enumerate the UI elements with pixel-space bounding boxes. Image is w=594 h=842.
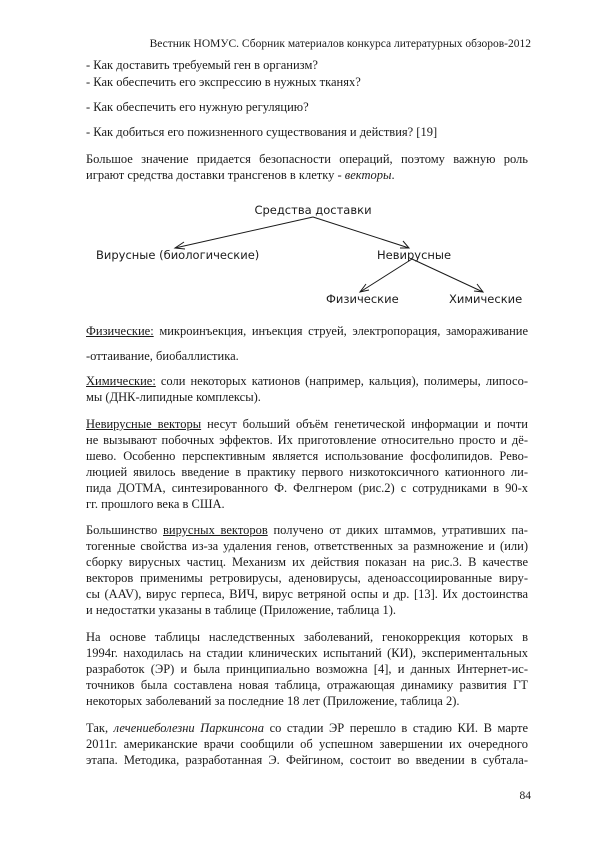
viral-paragraph-line: и недостатки указаны в таблице (Приложение, таблица 1). xyxy=(86,603,396,617)
vectors-text: играют средства доставки трансгенов в клетку - xyxy=(86,168,345,182)
nonviral-term: Невирусные векторы xyxy=(86,417,202,431)
question-2: - Как обеспечить его экспрессию в нужных тканях? xyxy=(86,75,361,89)
parkinson-paragraph-line xyxy=(86,720,528,736)
table-paragraph-line: На основе таблицы наследственных заболеваний, генокоррекция которых в xyxy=(86,630,528,644)
table-paragraph-line: 1994г. находилась на стадии клинических испытаний (КИ), экспериментальных xyxy=(86,646,528,660)
page-number: 84 xyxy=(519,790,531,802)
vectors-paragraph-line xyxy=(86,167,528,183)
viral-paragraph-line xyxy=(86,522,528,538)
parkinson-text: со стадии ЭР перешло в стадию КИ. В марте xyxy=(264,721,528,735)
viral-paragraph-line: векторов применимы ретровирусы, аденовирусы, аденоассоциированные виру- xyxy=(86,571,528,585)
nonviral-paragraph-line: люцией явилось введение в практику первого низкотоксичного катионного ли- xyxy=(86,465,528,479)
parkinson-text: Так, xyxy=(86,721,114,735)
nonviral-paragraph-line: шево. Особенно перспективным является использование фосфолипидов. Рево- xyxy=(86,449,528,463)
physical-methods-line: -оттаивание, биобаллистика. xyxy=(86,349,239,363)
nonviral-paragraph-line: пида ДОТМА, синтезированного Ф. Фелгнером (рис.2) с сотрудниками в 90-х xyxy=(86,481,528,495)
diagram-arrows xyxy=(175,217,483,292)
arrow-nonviral-to-chemical xyxy=(412,259,483,292)
viral-term: вирусных векторов xyxy=(163,523,268,537)
viral-paragraph-line: сы (AAV), вирус герпеса, ВИЧ, вирус ветряной оспы и др. [13]. Их достоинства xyxy=(86,587,528,601)
diagram-physical-label: Физические xyxy=(326,292,399,306)
viral-text: получено от диких штаммов, утративших па- xyxy=(267,523,528,537)
nonviral-paragraph-line: гг. прошлого века в США. xyxy=(86,497,225,511)
viral-paragraph-line: тогенные свойства из-за удаления генов, ответственных за размножение и (или) xyxy=(86,539,528,553)
diagram-nonviral-label: Невирусные xyxy=(377,248,452,262)
physical-text: микроинъекция, инъекция струей, электропорация, замораживание xyxy=(153,324,528,338)
diagram-viral-label: Вирусные (биологические) xyxy=(96,248,260,262)
physical-methods-line xyxy=(86,323,528,339)
question-4: - Как добиться его пожизненного существования и действия? [19] xyxy=(86,125,438,139)
nonviral-paragraph-line xyxy=(86,416,528,432)
vectors-text: . xyxy=(391,168,395,182)
table-paragraph-line: точников была составлена новая таблица, отражающая динамику развития ГТ xyxy=(86,678,528,692)
arrow-root-to-nonviral xyxy=(313,217,409,248)
parkinson-paragraph-line: 2011г. американские врачи сообщили об успешном завершении их очередного xyxy=(86,737,528,751)
chemical-term: Химические: xyxy=(86,374,156,388)
arrow-root-to-viral xyxy=(175,217,313,248)
chemical-methods-line: мы (ДНК-липидные комплексы). xyxy=(86,390,261,404)
physical-term: Физические: xyxy=(86,324,154,338)
viral-paragraph-line: сборку вирусных частиц. Механизм их действия показан на рис.3. В качестве xyxy=(86,555,528,569)
arrowhead-chemical xyxy=(474,284,483,292)
viral-text: Большинство xyxy=(86,523,163,537)
arrow-nonviral-to-physical xyxy=(360,259,412,292)
question-3: - Как обеспечить его нужную регуляцию? xyxy=(86,100,309,114)
vectors-term: векторы xyxy=(344,168,392,182)
journal-header: Вестник НОМУС. Сборник материалов конкурса литературных обзоров-2012 xyxy=(149,38,531,50)
arrowhead-nonviral xyxy=(400,241,409,248)
arrowhead-viral xyxy=(175,242,185,249)
chemical-text: соли некоторых катионов (например, кальция), полимеры, липосо- xyxy=(155,374,528,388)
question-1: - Как доставить требуемый ген в организм? xyxy=(86,58,318,72)
diagram-root-label: Средства доставки xyxy=(254,203,372,217)
arrowhead-physical xyxy=(360,284,369,292)
table-paragraph-line: некоторых заболеваний за последние 18 лет (Приложение, таблица 2). xyxy=(86,694,460,708)
nonviral-text: несут больший объём генетической информации и почти xyxy=(201,417,528,431)
parkinson-paragraph-line: этапа. Методика, разработанная Э. Фейгином, состоит во введении в субтала- xyxy=(86,753,528,767)
vectors-paragraph-line: Большое значение придается безопасности операций, поэтому важную роль xyxy=(86,152,528,166)
table-paragraph-line: разработок (ЭР) и была принципиально возможна [4], и данных Интернет-ис- xyxy=(86,662,528,676)
parkinson-term: лечениеболезни Паркинсона xyxy=(113,721,264,735)
nonviral-paragraph-line: не вызывают побочных эффектов. Их приготовление относительно просто и дё- xyxy=(86,433,528,447)
diagram-chemical-label: Химические xyxy=(449,292,523,306)
chemical-methods-line xyxy=(86,373,528,389)
